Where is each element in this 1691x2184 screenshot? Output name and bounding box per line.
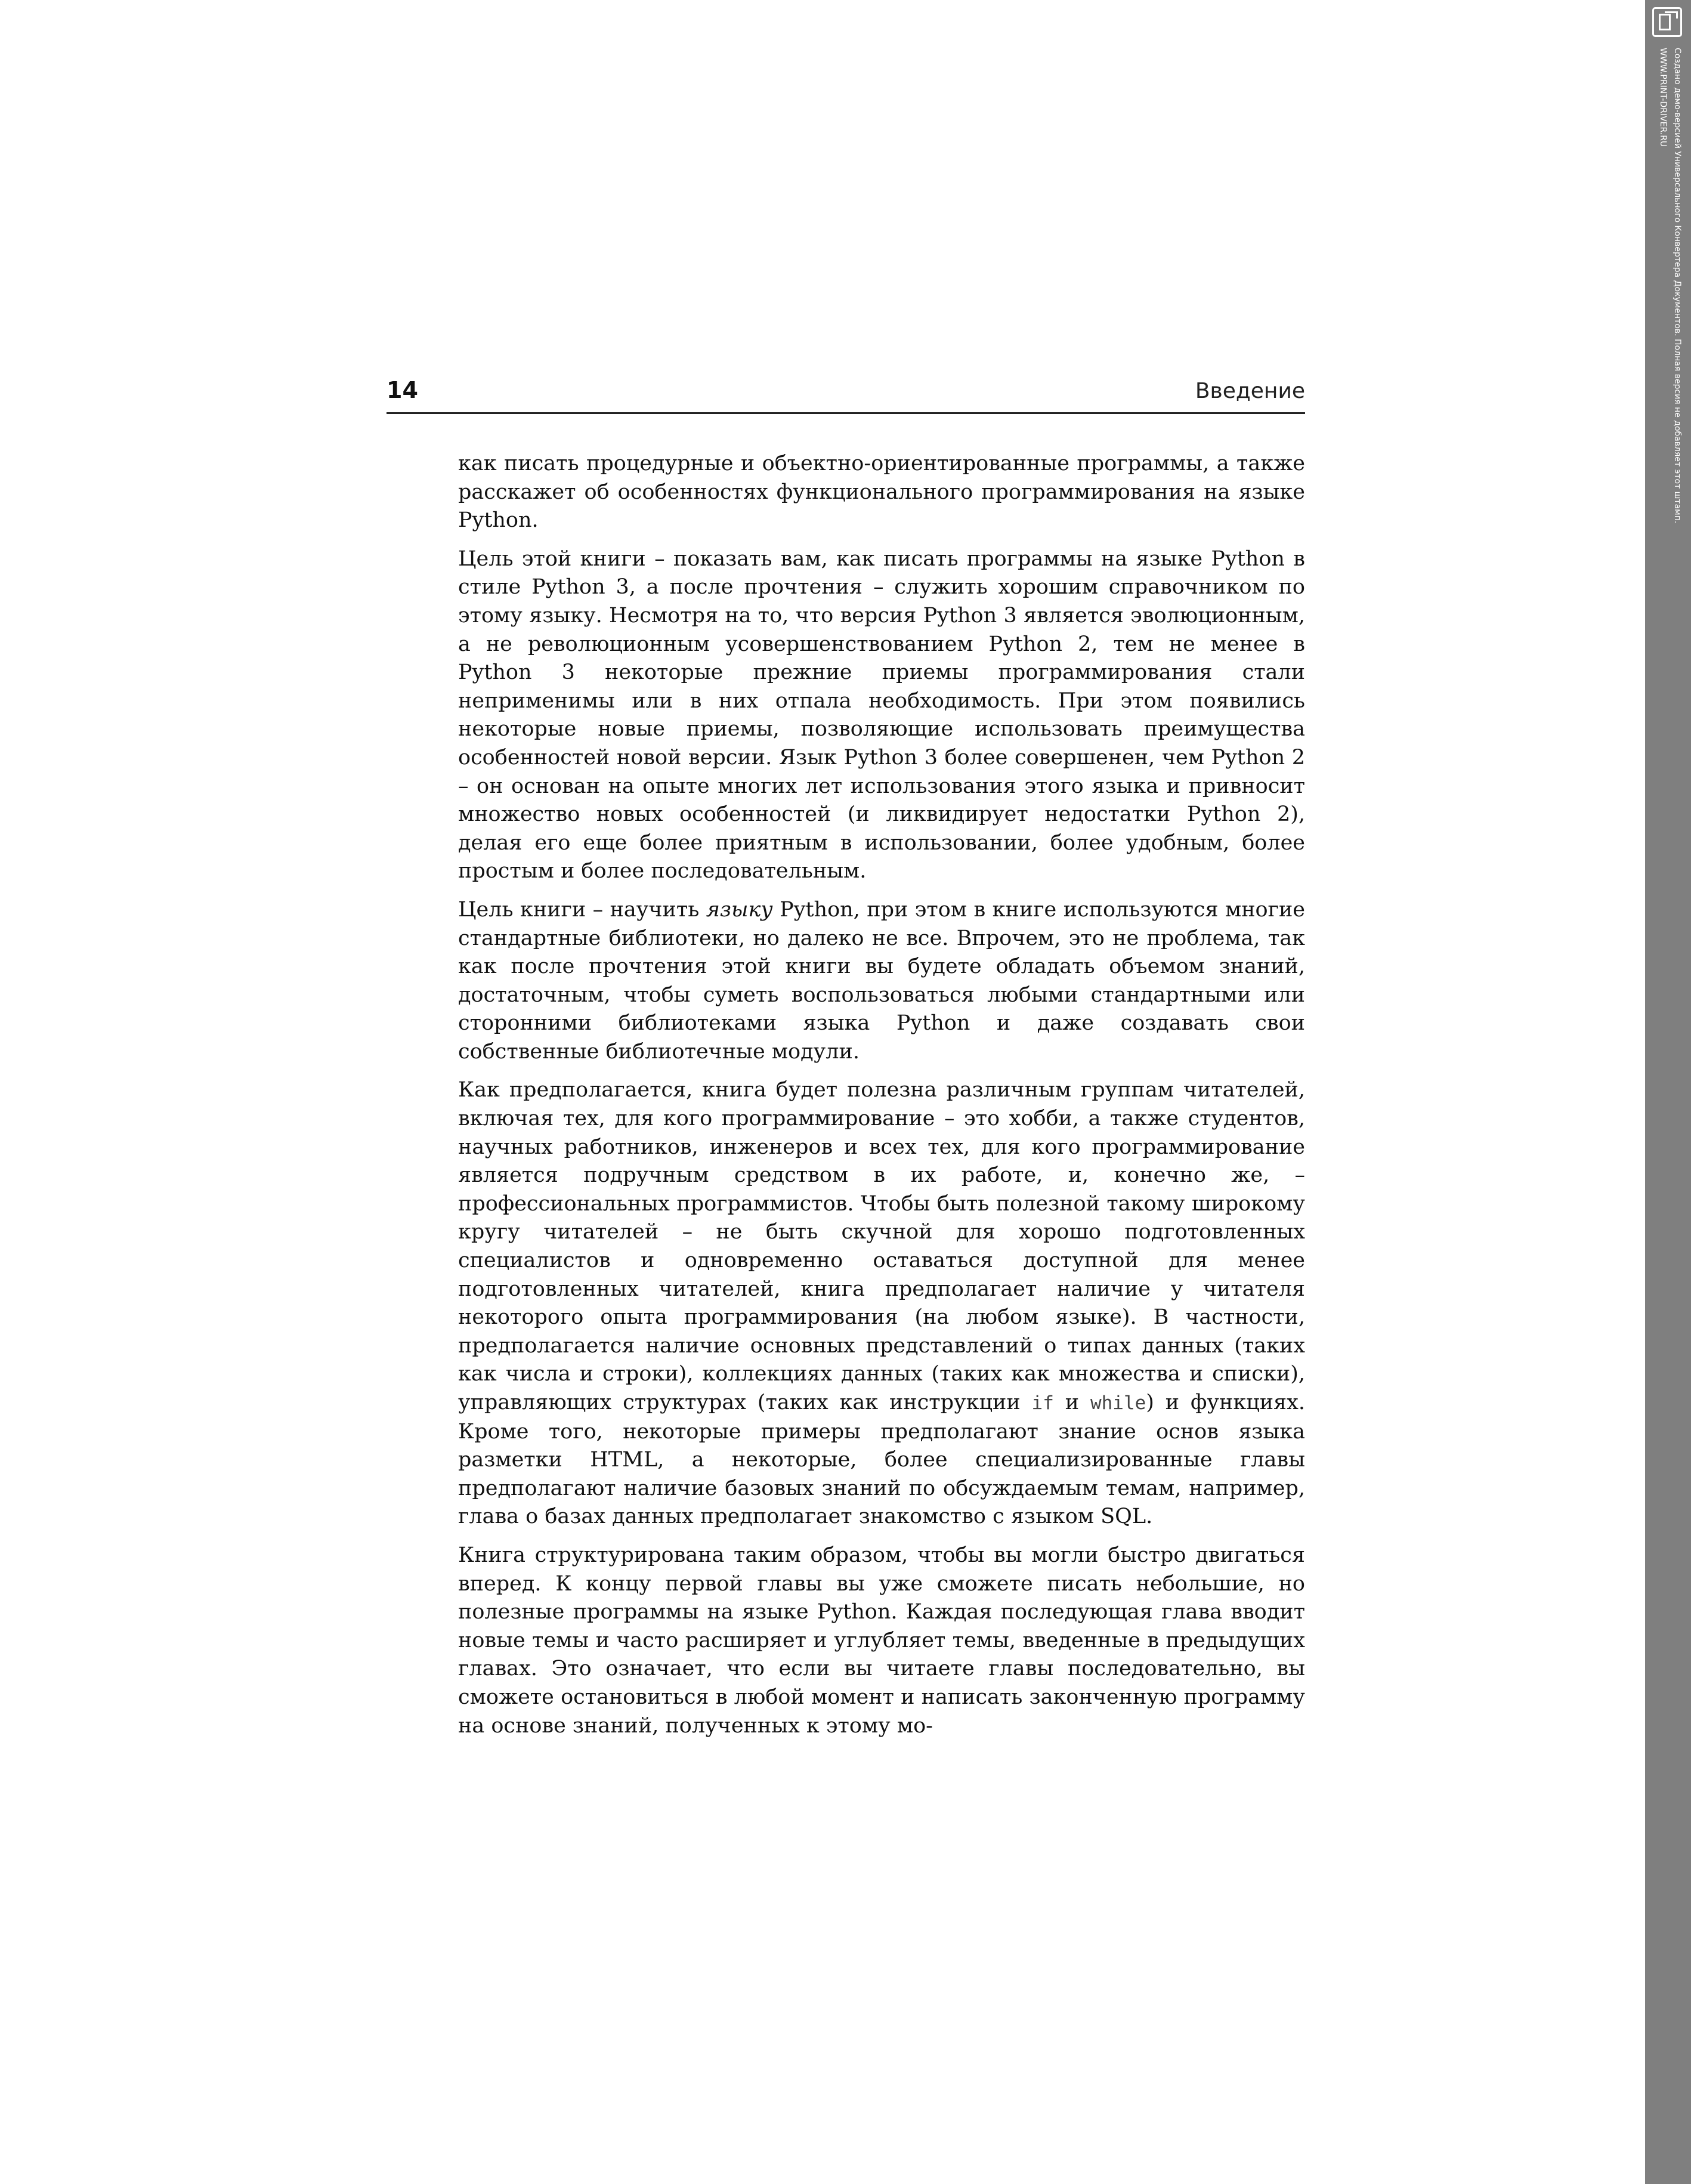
watermark-sidebar [1645,0,1691,2184]
paragraph-4-part-a: Как предполагается, книга будет полезна различным группам читателей, включая тех, для кого программирование – это хобби, а также студентов, научных работников, инженеров и всех тех, для кого программирование является подручным средством в их работе, и, конечно же, – профессиональных программистов. Чтобы быть полезной такому широкому кругу читателей – не быть скучной для хорошо подготовленных специалистов и одновременно оставаться доступной для менее подготовленных читателей, книга предполагает наличие у читателя некоторого опыта программирования (на любом языке). В частности, предполагается наличие основных представлений о типах данных (таких как числа и строки), коллекциях данных (таких как множества и списки), управляющих структурах (таких как инструкции [458,1078,1305,1414]
paragraph-2: Цель этой книги – показать вам, как писать программы на языке Python в стиле Python 3, а после прочтения – служить хорошим справочником по этому языку. Несмотря на то, что версия Python 3 является эволюционным, а не революционным усовершенствованием Python 2, тем не менее в Python 3 некоторые прежние приемы программирования стали неприменимы или в них отпала необходимость. При этом появились некоторые новые приемы, позволяющие использовать преимущества особенностей новой версии. Язык Python 3 более совершенен, чем Python 2 – он основан на опыте многих лет использования этого языка и привносит множество новых особенностей (и ликвидирует недостатки Python 2), делая его еще более приятным в использовании, более удобным, более простым и более последовательным. [458,546,1305,884]
converter-logo-icon [1652,7,1682,37]
page-number: 14 [387,377,418,403]
paragraph-3 [458,896,1305,1067]
paragraph-1: как писать процедурные и объектно-ориентированные программы, а также расскажет об особенностях функционального программирования на языке Python. [458,452,1305,533]
paragraph-4-part-b: и [1053,1391,1090,1414]
watermark-line-2: WWW.PRINT-DRIVER.RU [1658,48,1668,147]
body-text [458,450,1305,1750]
code-if: if [1031,1392,1054,1414]
paragraph-4-part-c: ) и функциях. Кроме того, некоторые примеры предполагают знание основ языка разметки HTML, а некоторые, более специализированные главы предполагают наличие базовых знаний по обсуждаемым темам, например, глава о базах данных предполагает знакомство с языком SQL. [458,1391,1305,1529]
paragraph-4 [458,1076,1305,1531]
code-while: while [1090,1392,1146,1414]
page-header [387,373,1305,414]
paragraph-5: Книга структурирована таким образом, чтобы вы могли быстро двигаться вперед. К концу первой главы вы уже сможете писать небольшие, но полезные программы на языке Python. Каждая последующая глава вводит новые темы и часто расширяет и углубляет темы, введенные в предыдущих главах. Это означает, что если вы читаете главы последовательно, вы сможете остановиться в любой момент и написать законченную программу на основе знаний, полученных к этому мо- [458,1543,1305,1738]
watermark-text [1652,48,1684,523]
paragraph-3-part-a: Цель книги – научить [458,897,706,922]
emphasis-language: языку [706,897,773,922]
paragraph-3-part-b: Python, при этом в книге используются многие стандартные библиотеки, но далеко не все. Впрочем, это не проблема, так как после прочтения этой книги вы будете обладать объемом знаний, достаточным, чтобы суметь воспользоваться любыми стандартными или сторонними библиотеками языка Python и даже создавать свои собственные библиотечные модули. [458,897,1305,1064]
watermark-line-1: Создано демо-версией Универсального Конвертера Документов. Полная версия не добавляет этот штамп. [1673,48,1682,524]
running-head: Введение [1195,379,1305,403]
